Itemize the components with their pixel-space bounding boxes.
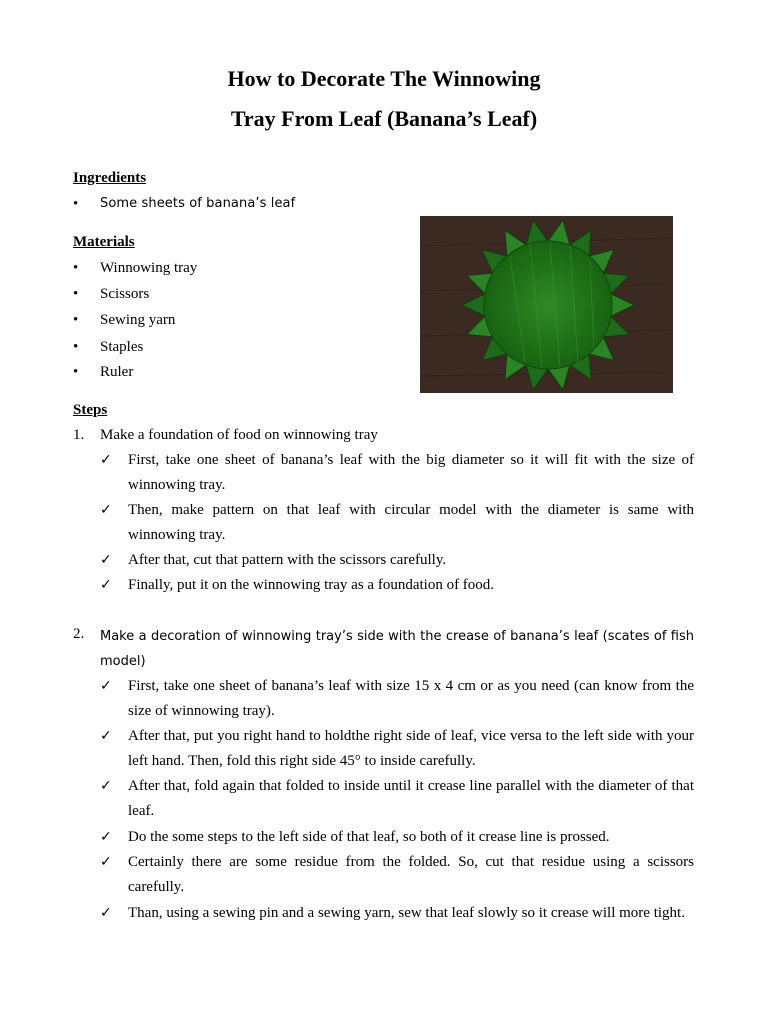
checkmark-icon: ✓ bbox=[100, 778, 112, 794]
checkmark-icon: ✓ bbox=[100, 829, 112, 845]
bullet-icon: • bbox=[73, 286, 79, 302]
document-title-line-1: How to Decorate The Winnowing bbox=[227, 66, 541, 91]
step-2-substep: ✓ Certainly there are some residue from the folded. So, cut that residue using a scissors carefully. bbox=[100, 850, 694, 900]
step-2-substep: ✓ After that, put you right hand to holdthe right side of leaf, vice versa to the left side with your left hand. Then, fold this right side 45° to inside carefully. bbox=[100, 724, 694, 774]
step-2-substep: ✓ First, take one sheet of banana’s leaf with size 15 x 4 cm or as you need (can know from the size of winnowing tray). bbox=[100, 674, 694, 724]
checkmark-icon: ✓ bbox=[100, 678, 112, 694]
step-2-substep: ✓ Than, using a sewing pin and a sewing yarn, sew that leaf slowly so it crease will more tight. bbox=[100, 901, 694, 926]
step-1-substep: ✓ Finally, put it on the winnowing tray as a foundation of food. bbox=[100, 573, 694, 598]
checkmark-icon: ✓ bbox=[100, 502, 112, 518]
bullet-icon: • bbox=[73, 364, 79, 380]
step-2-substep: ✓ Do the some steps to the left side of that leaf, so both of it crease line is prossed. bbox=[100, 825, 694, 850]
bullet-icon: • bbox=[73, 312, 79, 328]
banana-leaf-tray-photo bbox=[420, 216, 673, 393]
checkmark-icon: ✓ bbox=[100, 905, 112, 921]
checkmark-icon: ✓ bbox=[100, 452, 112, 468]
bullet-icon: • bbox=[73, 339, 79, 355]
step-text: Make a foundation of food on winnowing tray bbox=[100, 427, 378, 443]
document-title-line-2: Tray From Leaf (Banana’s Leaf) bbox=[230, 106, 538, 131]
step-number: 2. bbox=[73, 626, 85, 642]
step-1-substep: ✓ First, take one sheet of banana’s leaf with the big diameter so it will fit with the size of winnowing tray. bbox=[100, 448, 694, 498]
step-1-substep: ✓ After that, cut that pattern with the scissors carefully. bbox=[100, 548, 694, 573]
bullet-icon: • bbox=[73, 260, 79, 276]
checkmark-icon: ✓ bbox=[100, 577, 112, 593]
checkmark-icon: ✓ bbox=[100, 854, 112, 870]
bullet-icon: • bbox=[73, 196, 79, 212]
steps-heading: Steps bbox=[73, 402, 108, 418]
step-number: 1. bbox=[73, 427, 85, 443]
ingredients-heading: Ingredients bbox=[73, 170, 147, 186]
step-text: Make a decoration of winnowing tray’s side with the crease of banana’s leaf (scates of fish model) bbox=[100, 629, 694, 669]
step-2-substep: ✓ After that, fold again that folded to inside until it crease line parallel with the diameter of that leaf. bbox=[100, 774, 694, 824]
step-1-substep: ✓ Then, make pattern on that leaf with circular model with the diameter is same with winnowing tray. bbox=[100, 498, 694, 548]
checkmark-icon: ✓ bbox=[100, 552, 112, 568]
materials-heading: Materials bbox=[73, 234, 135, 250]
checkmark-icon: ✓ bbox=[100, 728, 112, 744]
